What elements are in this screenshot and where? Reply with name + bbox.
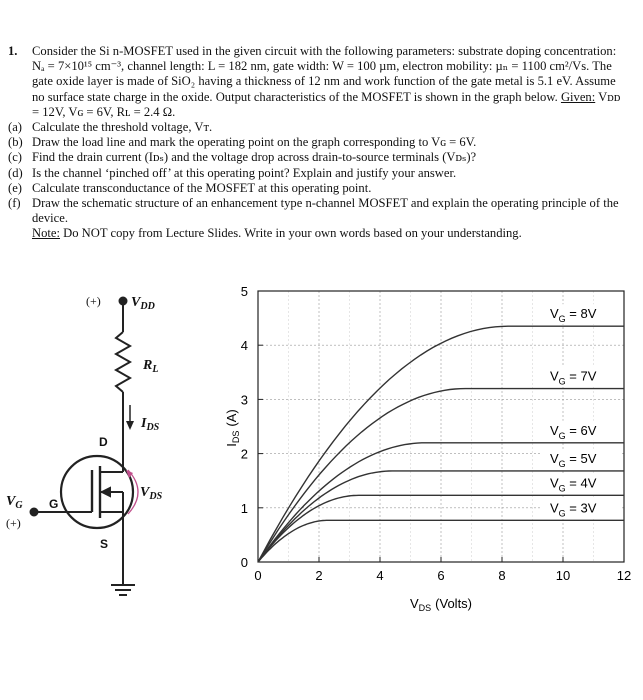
note-text: Do NOT copy from Lecture Slides. Write in your own words based on your understanding. [63,226,522,241]
x-tick-label: 12 [616,568,632,583]
terminal-d: D [99,435,108,449]
x-axis-label: $V_{DS}$ (Volts) [409,596,473,613]
question-part-text: Draw the schematic structure of an enhancement type n-channel MOSFET and explain the operating principle of the device. [32,196,619,226]
vg-labels [540,304,620,518]
given-label: Given: [560,89,596,104]
question-part-label: (e) [8,180,22,195]
question-stem-text: Consider the Si n-MOSFET used in the given circuit with the following parameters: substrate doping concentration: Nₐ = 7×10¹⁵ cm⁻³, channel length: L = 182 nm, gate width: W = 100 µm, electron mobility: µₙ = 1100 cm²/Vs. The gate oxide layer is made of SiO₂ having a thickness of 12 nm and work function of the gate metal is 5.1 eV. Assume no surface state charge in the oxide. Output characteristics of the MOSFET is shown in the graph below. [32,44,617,104]
question-number: 1. [8,44,18,58]
x-tick-label: 0 [254,568,262,583]
x-tick-label: 10 [555,568,571,583]
question-part-label: (a) [8,120,22,135]
x-tick-label: 6 [437,568,445,583]
question-part-text: Draw the load line and mark the operating point on the graph corresponding to Vɢ = 6V. [32,135,477,150]
terminal-g: G [49,497,59,511]
vg-label-7V: $V_G = 7V$ [550,368,597,387]
question-part-label: (d) [8,165,23,180]
given-values: Vᴅᴅ = 12V, Vɢ = 6V, Rʟ = 2.4 Ω. [32,89,621,119]
vg-terminal [31,509,38,516]
y-tick-label: 0 [240,555,248,570]
ids-arrow-head [126,421,134,430]
vg-label-3V: $V_G = 3V$ [550,500,597,519]
output-characteristics-chart [224,284,631,613]
y-tick-label: 4 [240,338,248,354]
x-tick-labels [254,557,631,583]
ids-label: $I_{DS}$ [141,416,160,433]
y-axis-label: $I_{DS}(A)$ [224,409,241,447]
rl-label: $R_L$ [143,358,159,375]
question-part-label: (c) [8,150,22,165]
vg-label-5V: $V_G = 5V$ [550,450,597,469]
x-tick-label: 4 [376,568,384,583]
question-part-label: (f) [8,196,21,211]
resistor-rl [116,332,130,392]
y-tick-label: 1 [240,500,248,516]
x-tick-label: 8 [498,568,506,583]
question-part-text: Calculate transconductance of the MOSFET at this operating point. [32,180,372,195]
vds-label: $V_{DS}$ [140,485,163,502]
vdd-label: $V_{DD}$ [131,295,155,312]
circuit-diagram [31,298,139,596]
y-tick-label: 3 [240,392,248,408]
question-part-text: Is the channel ‘pinched off’ at this operating point? Explain and justify your answer. [32,165,457,180]
vdd-sign: (+) [86,294,101,308]
note-label: Note: [32,226,60,241]
y-tick-label: 5 [240,284,248,299]
vg-label: $V_G$ [6,494,23,511]
y-tick-label: 2 [240,446,248,462]
x-tick-label: 2 [315,568,323,583]
vg-sign: (+) [6,516,21,530]
vg-label-4V: $V_G = 4V$ [550,475,597,494]
question-part-text: Find the drain current (Iᴅₛ) and the voltage drop across drain-to-source terminals (Vᴅₛ)? [32,150,477,165]
vg-label-8V: $V_G = 8V$ [550,306,597,325]
vg-label-6V: $V_G = 6V$ [550,422,597,441]
body-arrow [102,488,110,496]
question-part-text: Calculate the threshold voltage, Vᴛ. [32,120,213,135]
question-part-label: (b) [8,135,23,150]
terminal-s: S [100,537,109,551]
y-tick-labels [241,284,263,570]
vdd-terminal [120,298,127,305]
